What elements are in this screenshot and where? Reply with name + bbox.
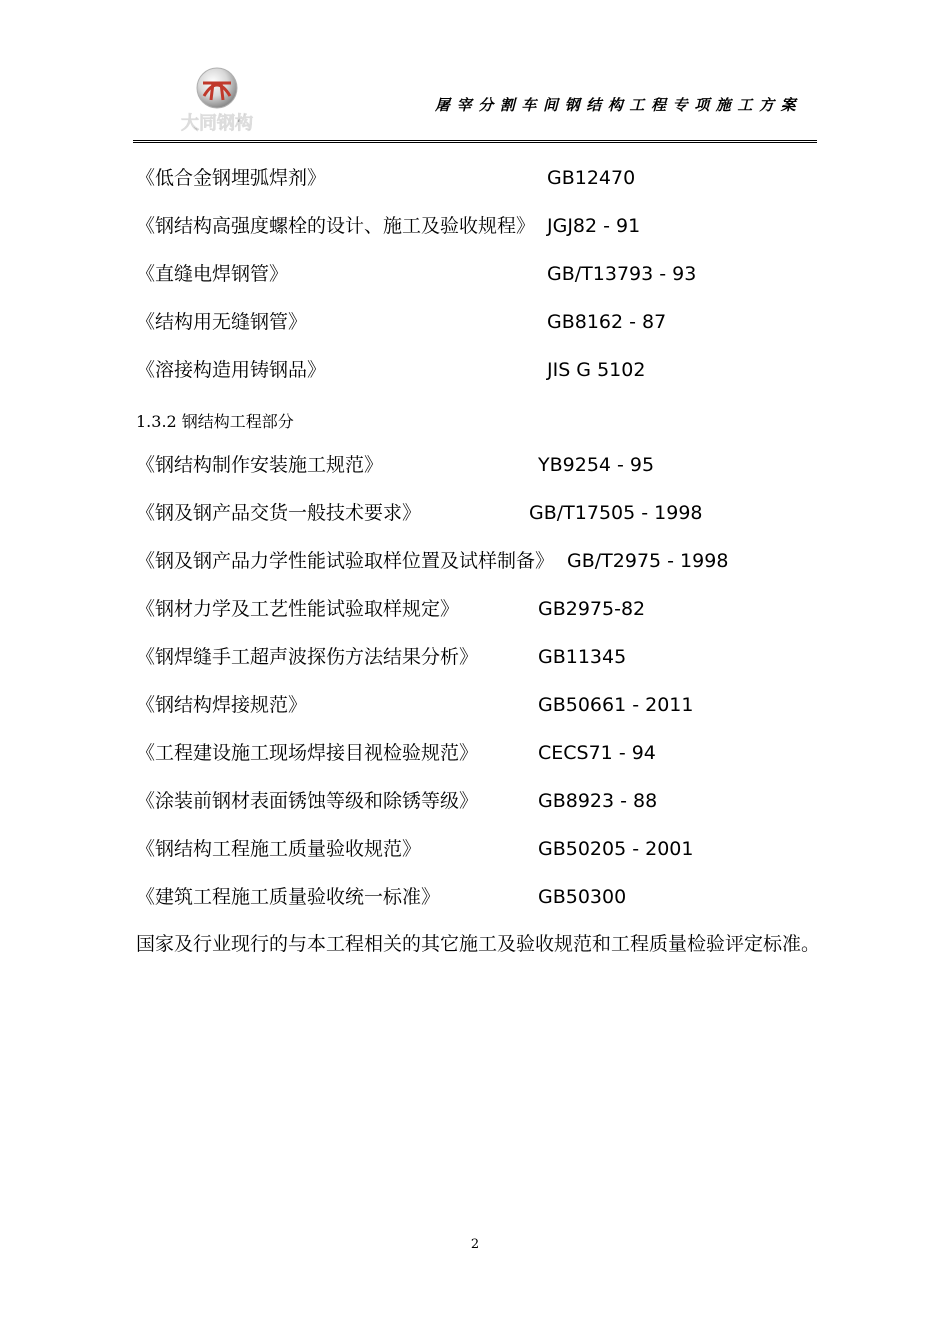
standard-name: 《钢焊缝手工超声波探伤方法结果分析》	[136, 646, 479, 668]
standard-code: JGJ82 - 91	[547, 215, 641, 237]
standard-name: 《钢材力学及工艺性能试验取样规定》	[136, 598, 460, 620]
standard-name: 《溶接构造用铸钢品》	[136, 359, 327, 381]
page-header	[0, 0, 950, 150]
standard-code: GB8162 - 87	[547, 311, 667, 333]
standard-code: GB50205 - 2001	[538, 838, 694, 860]
standard-code: GB/T13793 - 93	[547, 263, 697, 285]
header-divider	[133, 140, 817, 143]
page-number: 2	[470, 1237, 480, 1252]
standard-name: 《钢结构高强度螺栓的设计、施工及验收规程》	[136, 215, 536, 237]
standard-name: 《涂装前钢材表面锈蚀等级和除锈等级》	[136, 790, 479, 812]
document-title: 屠宰分割车间钢结构工程专项施工方案	[435, 96, 803, 114]
standard-code: CECS71 - 94	[538, 742, 656, 764]
standard-name: 《钢结构工程施工质量验收规范》	[136, 838, 422, 860]
standard-code: GB8923 - 88	[538, 790, 658, 812]
company-logo	[176, 66, 258, 134]
standard-name: 《钢及钢产品力学性能试验取样位置及试样制备》	[136, 550, 555, 572]
section-heading: 1.3.2 钢结构工程部分	[136, 412, 294, 431]
standard-name: 《钢及钢产品交货一般技术要求》	[136, 502, 422, 524]
standard-code: GB12470	[547, 167, 636, 189]
svg-text:大同钢构: 大同钢构	[181, 113, 253, 134]
standard-name: 《低合金钢埋弧焊剂》	[136, 167, 327, 189]
standard-code: GB11345	[538, 646, 627, 668]
standard-name: 《钢结构焊接规范》	[136, 694, 308, 716]
standard-code: JIS G 5102	[547, 359, 646, 381]
standard-code: GB/T2975 - 1998	[567, 550, 729, 572]
standard-code: GB50661 - 2011	[538, 694, 694, 716]
standard-name: 《钢结构制作安装施工规范》	[136, 454, 384, 476]
standard-code: GB2975-82	[538, 598, 646, 620]
closing-paragraph: 国家及行业现行的与本工程相关的其它施工及验收规范和工程质量检验评定标准。	[136, 933, 821, 955]
standard-code: YB9254 - 95	[538, 454, 655, 476]
standard-name: 《直缝电焊钢管》	[136, 263, 289, 285]
standard-code: GB/T17505 - 1998	[529, 502, 703, 524]
standard-name: 《建筑工程施工质量验收统一标准》	[136, 886, 441, 908]
standard-name: 《工程建设施工现场焊接目视检验规范》	[136, 742, 479, 764]
standard-name: 《结构用无缝钢管》	[136, 311, 308, 333]
standard-code: GB50300	[538, 886, 627, 908]
